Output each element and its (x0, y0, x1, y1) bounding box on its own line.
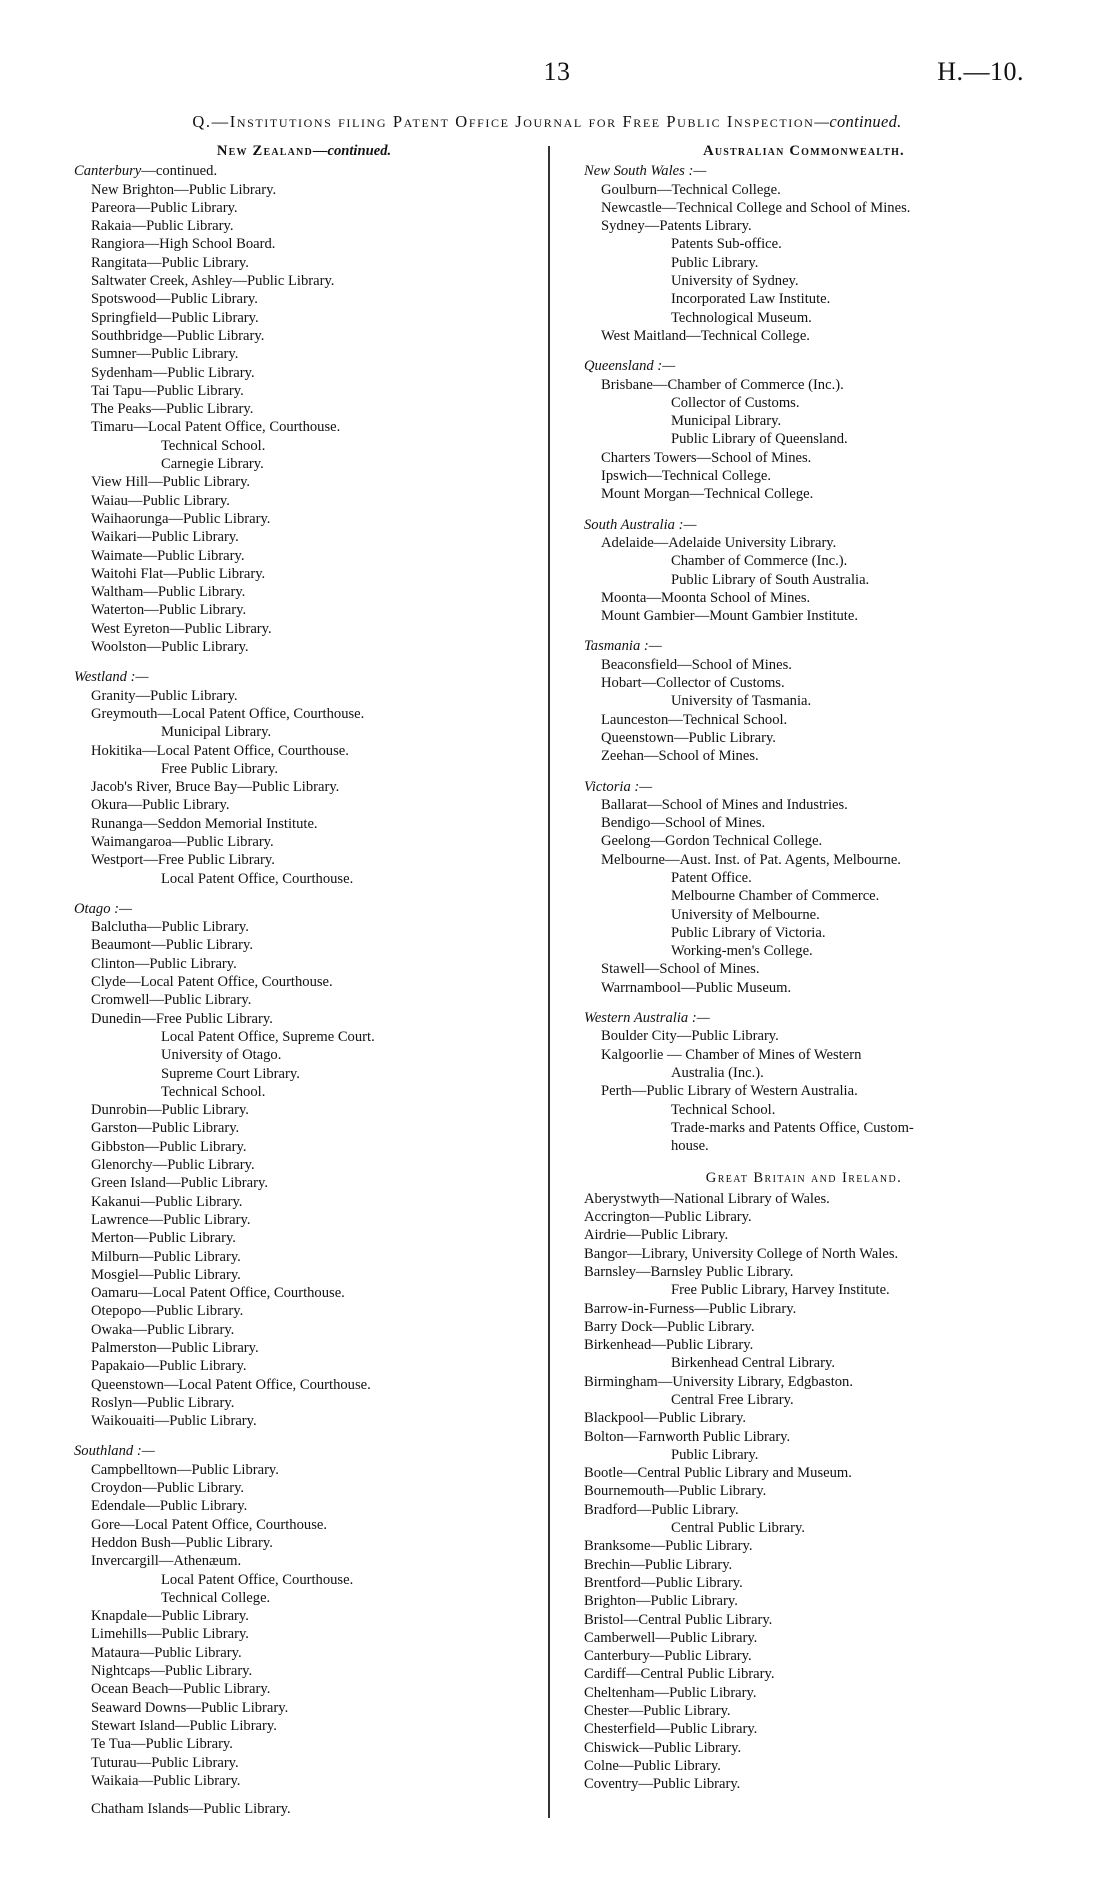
institution-entry: Stewart Island—Public Library. (91, 1717, 277, 1734)
page-number: 13 (543, 57, 571, 86)
institution-entry: Launceston—Technical School. (601, 711, 788, 728)
institution-entry: Spotswood—Public Library. (91, 291, 258, 308)
page-title (72, 112, 1022, 132)
institution-entry: Croydon—Public Library. (91, 1480, 245, 1497)
institution-continuation: Technical School. (161, 1083, 266, 1100)
institution-continuation: Public Library. (671, 1446, 759, 1463)
institution-entry: Oamaru—Local Patent Office, Courthouse. (91, 1285, 345, 1302)
institution-entry: Accrington—Public Library. (584, 1209, 752, 1226)
institution-entry: Birkenhead—Public Library. (584, 1337, 754, 1354)
institution-entry: Branksome—Public Library. (584, 1538, 753, 1555)
institution-entry: Papakaio—Public Library. (91, 1358, 247, 1375)
region-entries (74, 1461, 534, 1819)
institution-entry: Campbelltown—Public Library. (91, 1461, 279, 1478)
region-heading (584, 162, 1024, 180)
institution-entry: Bootle—Central Public Library and Museum. (584, 1465, 852, 1482)
institution-entry: Bournemouth—Public Library. (584, 1483, 767, 1500)
institution-continuation: Chamber of Commerce (Inc.). (671, 553, 848, 570)
institution-continuation: Public Library of Queensland. (671, 431, 848, 448)
institution-continuation: Incorporated Law Institute. (671, 291, 831, 308)
institution-entry: Barry Dock—Public Library. (584, 1318, 755, 1335)
institution-entry: Waltham—Public Library. (91, 584, 246, 601)
region-heading (584, 357, 1024, 375)
institution-entry: Birmingham—University Library, Edgbaston. (584, 1373, 853, 1390)
institution-continuation: Australia (Inc.). (671, 1064, 764, 1081)
region-name: Westland :— (74, 669, 149, 686)
institution-entry: Cardiff—Central Public Library. (584, 1666, 775, 1683)
institution-entry: Edendale—Public Library. (91, 1498, 248, 1515)
institution-entry: Barrow-in-Furness—Public Library. (584, 1300, 797, 1317)
region-entries (584, 1027, 1024, 1155)
institution-entry: Jacob's River, Bruce Bay—Public Library. (91, 779, 340, 796)
institution-entry: Bangor—Library, University College of North Wales. (584, 1245, 899, 1262)
institution-continuation: Local Patent Office, Courthouse. (161, 1571, 354, 1588)
institution-entry: Mosgiel—Public Library. (91, 1266, 241, 1283)
institution-continuation: University of Sydney. (671, 273, 799, 290)
institution-entry: Geelong—Gordon Technical College. (601, 833, 823, 850)
institution-entry: Glenorchy—Public Library. (91, 1157, 255, 1174)
region-name: Queensland :— (584, 358, 676, 375)
institution-entry: Lawrence—Public Library. (91, 1211, 251, 1228)
region-heading (74, 162, 534, 180)
institution-entry: Melbourne—Aust. Inst. of Pat. Agents, Melbourne. (601, 851, 901, 868)
institution-entry: Balclutha—Public Library. (91, 919, 249, 936)
institution-continuation: Public Library of Victoria. (671, 924, 826, 941)
institution-entry: Clinton—Public Library. (91, 955, 237, 972)
institution-continuation: Carnegie Library. (161, 456, 264, 473)
institution-entry: Chester—Public Library. (584, 1703, 731, 1720)
institution-entry: Waikari—Public Library. (91, 529, 239, 546)
institution-entry: Ocean Beach—Public Library. (91, 1681, 271, 1698)
region-entries (74, 181, 534, 657)
institution-entry: Waimangaroa—Public Library. (91, 833, 274, 850)
great-britain-heading: Great Britain and Ireland. (705, 1170, 903, 1187)
institution-continuation: Technical College. (161, 1589, 271, 1606)
page-title-continued: —continued. (814, 112, 902, 131)
institution-continuation: Patents Sub-office. (671, 236, 782, 253)
institution-entry: Ballarat—School of Mines and Industries. (601, 796, 848, 813)
institution-continuation: Municipal Library. (161, 724, 272, 741)
institution-entry: Milburn—Public Library. (91, 1248, 241, 1265)
institution-entry: Greymouth—Local Patent Office, Courthouse. (91, 705, 365, 722)
institution-entry: Rakaia—Public Library. (91, 218, 234, 235)
institution-entry: Tuturau—Public Library. (91, 1754, 239, 1771)
institution-continuation: Technological Museum. (671, 309, 812, 326)
region-continued: —continued. (141, 163, 218, 180)
institution-entry: Te Tua—Public Library. (91, 1736, 233, 1753)
institution-entry: Charters Towers—School of Mines. (601, 449, 812, 466)
institution-entry: Palmerston—Public Library. (91, 1340, 259, 1356)
institution-entry: Mount Gambier—Mount Gambier Institute. (601, 608, 858, 625)
institution-entry: West Eyreton—Public Library. (91, 620, 272, 637)
institution-entry: Hokitika—Local Patent Office, Courthouse. (91, 742, 349, 759)
region-entries (584, 796, 1024, 997)
institution-entry: Heddon Bush—Public Library. (91, 1534, 273, 1551)
institution-continuation: Trade-marks and Patents Office, Custom- (671, 1119, 914, 1136)
institution-entry: Nightcaps—Public Library. (91, 1663, 253, 1680)
region-entries (584, 534, 1024, 625)
institution-entry: Southbridge—Public Library. (91, 327, 265, 344)
institution-continuation: Melbourne Chamber of Commerce. (671, 888, 880, 905)
region-heading (584, 637, 1024, 655)
institution-entry: Bendigo—School of Mines. (601, 815, 766, 832)
column-divider (548, 146, 550, 1818)
institution-entry: Zeehan—School of Mines. (601, 748, 759, 765)
institution-entry: Limehills—Public Library. (91, 1626, 249, 1643)
institution-entry: Sydney—Patents Library. (601, 218, 752, 235)
region-entries (584, 376, 1024, 504)
institution-entry: Springfield—Public Library. (91, 309, 259, 326)
region-entries (74, 918, 534, 1430)
page-title-text: Q.—Institutions filing Patent Office Journal for Free Public Inspection (192, 112, 815, 131)
institution-entry: Owaka—Public Library. (91, 1321, 235, 1338)
region-heading (584, 778, 1024, 796)
institution-continuation: Free Public Library. (161, 760, 278, 777)
institution-entry: Adelaide—Adelaide University Library. (601, 534, 837, 551)
institution-entry: Okura—Public Library. (91, 797, 230, 814)
region-name: Otago :— (74, 900, 132, 917)
institution-entry: Stawell—School of Mines. (601, 961, 760, 978)
institution-entry: Waitohi Flat—Public Library. (91, 565, 266, 582)
document-reference: H.—10. (937, 57, 1024, 86)
institution-entry: Brighton—Public Library. (584, 1593, 738, 1610)
new-zealand-heading (74, 142, 534, 160)
institution-entry: New Brighton—Public Library. (91, 181, 277, 198)
institution-entry: Woolston—Public Library. (91, 639, 249, 656)
institution-entry: Coventry—Public Library. (584, 1776, 741, 1793)
institution-entry: Boulder City—Public Library. (601, 1028, 779, 1045)
region-name: New South Wales :— (584, 163, 707, 180)
institution-entry: Brechin—Public Library. (584, 1556, 733, 1573)
institution-entry: Merton—Public Library. (91, 1230, 236, 1247)
institution-entry: Airdrie—Public Library. (584, 1227, 729, 1244)
left-column (74, 142, 534, 1818)
institution-entry: Seaward Downs—Public Library. (91, 1699, 289, 1716)
institution-continuation: Collector of Customs. (671, 394, 800, 411)
institution-entry: Goulburn—Technical College. (601, 181, 781, 198)
institution-entry: Gibbston—Public Library. (91, 1138, 247, 1155)
institution-continuation: house. (671, 1138, 709, 1155)
institution-entry: Chiswick—Public Library. (584, 1739, 742, 1756)
institution-entry: Waimate—Public Library. (91, 547, 245, 564)
institution-entry: Aberystwyth—National Library of Wales. (584, 1190, 830, 1207)
institution-entry: View Hill—Public Library. (91, 474, 251, 491)
institution-entry: Timaru—Local Patent Office, Courthouse. (91, 419, 341, 436)
right-column (584, 142, 1024, 1794)
region-heading (584, 1009, 1024, 1027)
region-entries (584, 656, 1024, 766)
institution-continuation: Patent Office. (671, 869, 752, 886)
institution-entry: The Peaks—Public Library. (91, 401, 254, 418)
institution-entry: Beaumont—Public Library. (91, 937, 253, 954)
institution-entry: Warrnambool—Public Museum. (601, 979, 792, 996)
institution-entry: Waterton—Public Library. (91, 602, 247, 619)
institution-entry: Runanga—Seddon Memorial Institute. (91, 815, 318, 832)
institution-continuation: Working-men's College. (671, 943, 813, 960)
institution-entry: Clyde—Local Patent Office, Courthouse. (91, 974, 333, 991)
region-name: Canterbury (74, 163, 142, 180)
new-zealand-regions (74, 162, 534, 1818)
institution-entry: Granity—Public Library. (91, 687, 238, 704)
institution-entry: Westport—Free Public Library. (91, 852, 275, 869)
institution-entry: Cromwell—Public Library. (91, 992, 252, 1009)
institution-entry: Newcastle—Technical College and School of Mines. (601, 199, 911, 216)
institution-entry: Dunrobin—Public Library. (91, 1102, 249, 1119)
institution-entry: Waikouaiti—Public Library. (91, 1413, 257, 1430)
institution-continuation: Technical School. (161, 437, 266, 454)
institution-entry: Queenstown—Public Library. (601, 729, 776, 746)
institution-continuation: Local Patent Office, Courthouse. (161, 870, 354, 887)
spacer (74, 1790, 534, 1800)
institution-entry: Brisbane—Chamber of Commerce (Inc.). (601, 376, 844, 393)
institution-entry: Bradford—Public Library. (584, 1501, 739, 1518)
institution-entry: Invercargill—Athenæum. (91, 1553, 242, 1570)
institution-continuation: Public Library. (671, 254, 759, 271)
institution-entry: Waihaorunga—Public Library. (91, 510, 271, 527)
institution-entry: Knapdale—Public Library. (91, 1608, 249, 1625)
institution-entry: Sumner—Public Library. (91, 346, 239, 363)
australia-heading: Australian Commonwealth. (703, 143, 905, 159)
institution-continuation: Birkenhead Central Library. (671, 1355, 835, 1372)
institution-entry: Chatham Islands—Public Library. (91, 1801, 291, 1818)
institution-continuation: Supreme Court Library. (161, 1065, 300, 1082)
institution-entry: Perth—Public Library of Western Australia. (601, 1083, 858, 1100)
australia-regions (584, 162, 1024, 1155)
region-name: Victoria :— (584, 778, 653, 795)
institution-entry: Kakanui—Public Library. (91, 1193, 243, 1210)
institution-entry: Saltwater Creek, Ashley—Public Library. (91, 273, 335, 290)
institution-entry: Beaconsfield—School of Mines. (601, 656, 792, 673)
region-heading (74, 900, 534, 918)
institution-entry: Waikaia—Public Library. (91, 1772, 241, 1789)
institution-entry: Garston—Public Library. (91, 1120, 240, 1137)
institution-entry: Camberwell—Public Library. (584, 1629, 758, 1646)
region-heading (74, 668, 534, 686)
institution-continuation: University of Tasmania. (671, 693, 812, 710)
institution-entry: Waiau—Public Library. (91, 492, 230, 509)
institution-continuation: Public Library of South Australia. (671, 571, 870, 588)
institution-entry: Dunedin—Free Public Library. (91, 1010, 273, 1027)
institution-entry: Gore—Local Patent Office, Courthouse. (91, 1516, 328, 1533)
new-zealand-heading-text: New Zealand (216, 143, 313, 159)
institution-entry: Cheltenham—Public Library. (584, 1684, 757, 1701)
institution-entry: Sydenham—Public Library. (91, 364, 255, 381)
region-name: Tasmania :— (584, 638, 662, 655)
institution-entry: Tai Tapu—Public Library. (91, 382, 244, 399)
institution-entry: Brentford—Public Library. (584, 1574, 743, 1591)
institution-entry: Rangitata—Public Library. (91, 254, 249, 271)
institution-continuation: University of Otago. (161, 1047, 282, 1064)
institution-entry: Bolton—Farnworth Public Library. (584, 1428, 791, 1445)
institution-continuation: Free Public Library, Harvey Institute. (671, 1282, 890, 1299)
new-zealand-heading-continued: —continued. (312, 143, 392, 159)
institution-entry: Chesterfield—Public Library. (584, 1721, 758, 1738)
institution-entry: Moonta—Moonta School of Mines. (601, 589, 811, 606)
institution-entry: Queenstown—Local Patent Office, Courthouse. (91, 1376, 371, 1393)
institution-entry: Roslyn—Public Library. (91, 1394, 235, 1411)
institution-entry: Hobart—Collector of Customs. (601, 675, 785, 692)
institution-entry: Barnsley—Barnsley Public Library. (584, 1263, 794, 1280)
institution-entry: Green Island—Public Library. (91, 1175, 268, 1192)
region-name: South Australia :— (584, 516, 697, 533)
region-entries (74, 687, 534, 888)
institution-entry: Mataura—Public Library. (91, 1644, 242, 1661)
institution-continuation: Municipal Library. (671, 413, 782, 430)
region-name: Western Australia :— (584, 1010, 710, 1027)
institution-entry: Mount Morgan—Technical College. (601, 486, 814, 503)
region-heading (74, 1442, 534, 1460)
region-heading (584, 516, 1024, 534)
institution-entry: Bristol—Central Public Library. (584, 1611, 773, 1628)
institution-entry: Rangiora—High School Board. (91, 236, 276, 253)
institution-continuation: University of Melbourne. (671, 906, 820, 923)
institution-entry: Canterbury—Public Library. (584, 1648, 752, 1665)
institution-entry: Ipswich—Technical College. (601, 468, 771, 485)
great-britain-entries (584, 1190, 1024, 1794)
institution-entry: Kalgoorlie — Chamber of Mines of Western (601, 1046, 862, 1063)
institution-continuation: Central Free Library. (671, 1392, 794, 1408)
institution-entry: Colne—Public Library. (584, 1757, 721, 1774)
institution-entry: Otepopo—Public Library. (91, 1303, 244, 1320)
region-name: Southland :— (74, 1443, 155, 1460)
institution-continuation: Central Public Library. (671, 1520, 806, 1537)
institution-entry: West Maitland—Technical College. (601, 327, 810, 344)
institution-entry: Blackpool—Public Library. (584, 1410, 746, 1427)
region-entries (584, 181, 1024, 346)
institution-continuation: Local Patent Office, Supreme Court. (161, 1028, 375, 1045)
institution-continuation: Technical School. (671, 1101, 776, 1118)
institution-entry: Pareora—Public Library. (91, 199, 238, 216)
